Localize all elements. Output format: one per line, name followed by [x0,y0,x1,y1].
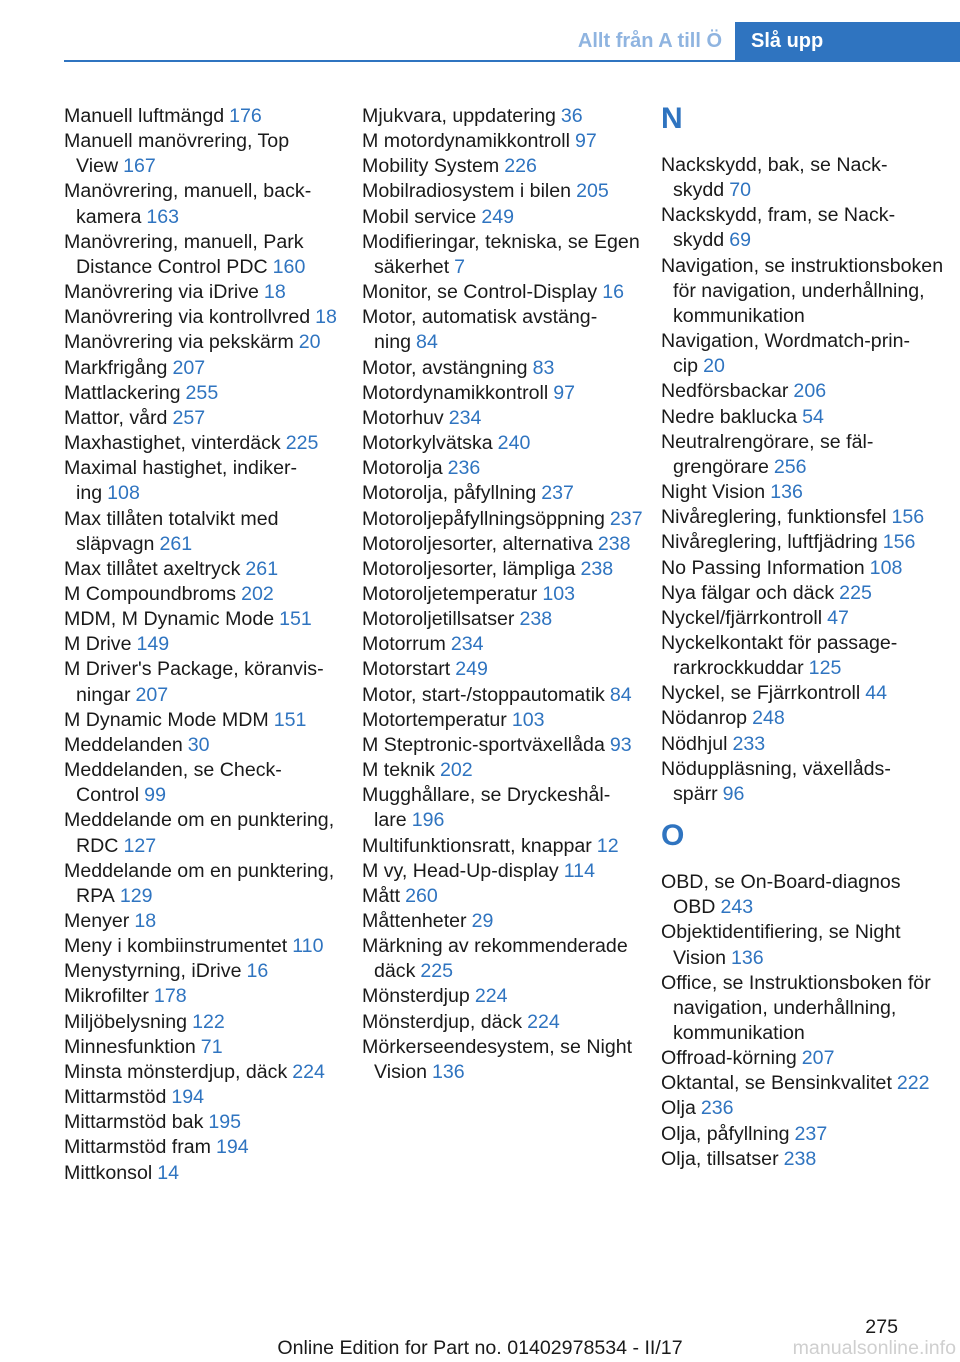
index-column-2 [362,104,644,1085]
page-reference-link[interactable]: 249 [481,205,515,228]
index-entry [64,557,346,582]
entry-term: Manövrering, manuell, Park Distance Control PDC [64,230,304,278]
page-reference-link[interactable]: 20 [298,331,321,354]
index-entry [362,406,644,431]
index-entry [362,481,644,506]
index-entry [661,1046,951,1071]
index-entry [362,356,644,381]
index-entry [362,104,644,129]
entry-term: MDM, M Dynamic Mode [64,608,275,631]
index-entry [362,582,644,607]
entry-term: Motor, start-/stoppautomatik [362,683,605,706]
page-reference-link[interactable]: 176 [229,105,262,127]
entry-term: Mått [362,884,401,907]
entry-term: Olja, tillsatser [661,1147,779,1170]
entry-term: Maxhastighet, vinterdäck [64,432,281,455]
entry-term: Motorolja [362,457,443,480]
entry-term: Nyckel/fjärrkontroll [661,606,823,629]
page-reference-link[interactable]: 18 [263,281,286,304]
entry-term: Motorhuv [362,406,444,429]
index-entry [661,732,951,757]
index-entry [64,104,346,129]
page-reference-link[interactable]: 226 [504,155,537,178]
entry-term: Markfrigång [64,356,168,379]
index-entry [362,934,644,984]
page-reference-link[interactable]: 243 [720,896,754,919]
entry-term: Mittarmstöd fram [64,1136,211,1159]
page-reference-link[interactable]: 207 [801,1047,835,1070]
page-reference-link[interactable]: 136 [432,1060,465,1083]
page-reference-link[interactable]: 151 [273,708,307,731]
page-reference-link[interactable]: 122 [192,1010,225,1033]
entry-term: Mönsterdjup, däck [362,1010,523,1033]
page-reference-link[interactable]: 18 [134,910,157,932]
index-entry [64,129,346,179]
index-entry [64,280,346,305]
entry-term: No Passing Information [661,556,865,579]
page-reference-link[interactable]: 69 [729,229,751,252]
page-reference-link[interactable]: 202 [439,759,473,782]
index-entry [661,203,951,253]
entry-term: Minnesfunktion [64,1035,196,1058]
page-reference-link[interactable]: 54 [802,405,824,428]
entry-term: Mugghållare, se Dryckeshållare [362,784,611,832]
entry-term: Offroad-körning [661,1047,797,1070]
page-reference-link[interactable]: 108 [107,482,140,505]
index-entry [362,834,644,859]
page-reference-link[interactable]: 225 [420,960,454,983]
page-reference-link[interactable]: 257 [172,406,206,429]
page-reference-link[interactable]: 249 [455,658,488,681]
index-entry [64,381,346,406]
entry-term: Mattor, vård [64,406,168,429]
entry-term: Nedförsbackar [661,380,789,403]
entry-term: Menystyrning, iDrive [64,960,242,983]
page-reference-link[interactable]: 96 [722,782,745,805]
index-entry [661,631,951,681]
index-entry [64,959,346,984]
index-entry [362,431,644,456]
page-reference-link[interactable]: 237 [794,1122,828,1145]
entry-term: Minsta mönsterdjup, däck [64,1060,288,1083]
page-reference-link[interactable]: 261 [245,557,279,580]
page-reference-link[interactable]: 125 [808,657,842,680]
index-entry [64,607,346,632]
section-title: Allt från A till Ö [577,30,722,52]
index-entry [64,1161,346,1186]
index-entry [64,230,346,280]
index-entry [64,431,346,456]
page-reference-link[interactable]: 238 [597,532,631,555]
page-reference-link[interactable]: 12 [596,834,619,857]
entry-term: Motor, avstängning [362,356,528,379]
page-reference-link[interactable]: 99 [144,784,166,807]
index-entry [64,859,346,909]
index-entry [661,480,951,505]
entry-term: Meny i kombiinstrumentet [64,935,288,958]
page-reference-link[interactable]: 44 [865,682,888,705]
footer-edition: Online Edition for Part no. 01402978534 - II/17 [277,1337,683,1359]
entry-term: M motordynamikkontroll [362,130,570,153]
index-entry [362,305,644,355]
entry-term: Nackskydd, bak, se Nackskydd [661,154,888,202]
entry-term: Oktantal, se Bensinkvalitet [661,1072,892,1095]
index-entry [362,205,644,230]
entry-term: Nödanrop [661,707,748,730]
entry-term: Manövrering, manuell, backkamera [64,180,312,228]
entry-term: Manuell manövrering, Top View [64,130,290,178]
page-reference-link[interactable]: 234 [448,406,482,429]
index-entry [362,683,644,708]
index-entry [362,708,644,733]
index-entry [661,405,951,430]
entry-term: M Drive [64,633,132,656]
index-entry [362,607,644,632]
entry-term: Olja [661,1097,696,1120]
page-reference-link[interactable]: 194 [215,1136,249,1159]
entry-term: Nivåreglering, funktionsfel [661,506,887,529]
index-entry [661,530,951,555]
index-entry [64,1135,346,1160]
page-reference-link[interactable]: 236 [447,457,481,480]
entry-term: Motorkylvätska [362,432,493,455]
page-reference-link[interactable]: 236 [700,1097,734,1120]
page-reference-link[interactable]: 225 [839,581,872,604]
index-entry [64,330,346,355]
page-reference-link[interactable]: 97 [574,130,597,153]
page-reference-link[interactable]: 84 [609,683,632,706]
page-reference-link[interactable]: 47 [827,606,849,629]
entry-term: M Driver's Package, köranvisningar [64,658,324,706]
index-entry [362,129,644,154]
index-entry [64,632,346,657]
header-rule [64,60,960,62]
index-entry [362,230,644,280]
entry-term: Maximal hastighet, indikering [64,457,298,505]
page-reference-link[interactable]: 224 [292,1060,325,1083]
index-entry [64,1035,346,1060]
entry-term: Night Vision [661,481,766,504]
index-entry [661,1122,951,1147]
page-reference-link[interactable]: 20 [703,355,725,378]
page-reference-link[interactable]: 97 [553,381,576,404]
page-reference-link[interactable]: 149 [136,633,170,656]
index-entry [661,1071,951,1096]
entry-term: Navigation, Wordmatch-princip [661,330,911,378]
index-entry [362,783,644,833]
page-reference-link[interactable]: 224 [527,1010,560,1033]
index-entry [661,1096,951,1121]
entry-term: Miljöbelysning [64,1010,188,1033]
page-reference-link[interactable]: 103 [511,708,545,731]
entry-term: Manövrering via kontrollvred [64,306,311,329]
index-entry [64,356,346,381]
entry-term: Manuell luftmängd [64,105,225,127]
index-entry [661,556,951,581]
index-entry [362,859,644,884]
entry-term: Manövrering via pekskärm [64,331,294,354]
index-entry [64,179,346,229]
page-reference-link[interactable]: 260 [405,884,438,907]
page-reference-link[interactable]: 108 [869,556,903,579]
page-reference-link[interactable]: 206 [793,380,827,403]
page-reference-link[interactable]: 29 [471,910,494,932]
index-column-3 [661,104,951,1172]
page-reference-link[interactable]: 30 [187,733,210,756]
index-entry [362,1035,644,1085]
page-reference-link[interactable]: 110 [292,935,324,958]
entry-term: Mittkonsol [64,1161,153,1184]
entry-term: M Dynamic Mode MDM [64,708,269,731]
page-reference-link[interactable]: 207 [172,356,206,379]
index-entry [362,758,644,783]
index-entry [661,379,951,404]
page-reference-link[interactable]: 83 [532,356,555,379]
index-entry [362,1010,644,1035]
page-reference-link[interactable]: 129 [119,884,153,907]
entry-term: Mittarmstöd bak [64,1111,204,1134]
index-entry [362,280,644,305]
index-entry [661,581,951,606]
index-entry [64,909,346,934]
watermark: manualsonline.info [792,1337,956,1359]
index-entry [661,971,951,1046]
page-reference-link[interactable]: 156 [891,506,925,529]
entry-term: Modifieringar, tekniska, se Egen säkerhet [362,230,640,278]
page-reference-link[interactable]: 93 [609,733,632,756]
index-entry [661,681,951,706]
page-reference-link[interactable]: 237 [609,507,643,530]
index-entry [661,329,951,379]
entry-term: Max tillåten totalvikt med släpvagn [64,507,279,555]
entry-term: Manövrering via iDrive [64,281,259,304]
index-column-1 [64,104,346,1186]
entry-term: Nedre baklucka [661,405,798,428]
index-entry [362,632,644,657]
page-reference-link[interactable]: 136 [731,946,764,969]
page-reference-link[interactable]: 71 [200,1035,223,1058]
index-entry [64,406,346,431]
index-entry [661,757,951,807]
entry-term: Mobilradiosystem i bilen [362,180,572,203]
page-reference-link[interactable]: 7 [454,255,466,278]
entry-term: M Steptronic-sportväxellåda [362,733,605,756]
entry-term: Monitor, se Control-Display [362,281,598,304]
page-reference-link[interactable]: 261 [159,532,193,555]
entry-term: Nyckelkontakt för passagerarkrockkuddar [661,631,898,680]
entry-term: Mobil service [362,205,477,228]
entry-term: Nya fälgar och däck [661,581,835,604]
page-reference-link[interactable]: 194 [171,1086,205,1109]
index-entry [64,305,346,330]
entry-term: Mattlackering [64,381,181,404]
entry-term: M teknik [362,759,435,782]
index-entry [64,1085,346,1110]
page-reference-link[interactable]: 167 [123,155,156,178]
page-reference-link[interactable]: 234 [450,633,484,656]
entry-term: Nödhjul [661,732,728,755]
entry-term: Mönsterdjup [362,985,470,1008]
entry-term: Motoroljetemperatur [362,582,538,605]
index-entry [362,733,644,758]
page-reference-link[interactable]: 84 [416,331,438,354]
index-entry [64,507,346,557]
entry-term: Navigation, se instruktionsboken för navigation, underhållning, kommunikation [661,254,944,327]
index-entry [64,758,346,808]
page-reference-link[interactable]: 156 [882,531,916,554]
index-entry [64,1110,346,1135]
page-reference-link[interactable]: 205 [576,180,609,203]
index-entry [362,657,644,682]
entry-term: Office, se Instruktionsboken för navigation, underhållning, kommunikation [661,971,931,1044]
page-reference-link[interactable]: 163 [146,205,180,228]
entry-term: Meddelande om en punktering, RPA [64,859,335,907]
page-reference-link[interactable]: 225 [285,432,319,455]
page-reference-link[interactable]: 238 [580,557,614,580]
entry-term: Motorolja, påfyllning [362,482,537,505]
page-reference-link[interactable]: 160 [272,255,306,278]
index-entry [64,582,346,607]
entry-term: Neutralrengörare, se fälgrengörare [661,430,874,478]
entry-term: Nyckel, se Fjärrkontroll [661,682,861,705]
page-header [64,22,960,62]
page-reference-link[interactable]: 136 [770,481,803,504]
entry-term: Nackskydd, fram, se Nackskydd [661,204,896,252]
index-entry [64,733,346,758]
index-entry [661,920,951,970]
entry-term: Meddelande om en punktering, RDC [64,809,335,857]
entry-term: Motorrum [362,633,446,656]
entry-term: Mobility System [362,155,500,178]
entry-term: Mikrofilter [64,985,149,1008]
page-reference-link[interactable]: 222 [896,1072,930,1095]
page-reference-link[interactable]: 151 [279,608,312,631]
page-reference-link[interactable]: 237 [541,482,574,505]
page-reference-link[interactable]: 196 [411,809,445,832]
index-entry [661,153,951,203]
index-entry [661,870,951,920]
entry-term: Motoroljepåfyllningsöppning [362,507,605,530]
entry-term: Mittarmstöd [64,1086,167,1109]
index-entry [362,154,644,179]
section-letter: O [661,819,685,853]
index-entry [64,1010,346,1035]
page-reference-link[interactable]: 16 [246,960,269,983]
entry-term: Objektidentifiering, se Night Vision [661,921,901,969]
index-entry [362,884,644,909]
index-entry [64,708,346,733]
entry-term: Motor, automatisk avstängning [362,306,598,354]
index-entry [661,430,951,480]
entry-term: OBD, se On-Board-diagnos OBD [661,871,901,919]
index-entry [362,557,644,582]
entry-term: Olja, påfyllning [661,1122,790,1145]
entry-term: Menyer [64,910,130,932]
index-entry [362,984,644,1009]
entry-term: Motoroljetillsatser [362,608,515,631]
index-entry [362,507,644,532]
index-entry [362,179,644,204]
index-entry [64,808,346,858]
entry-term: Motordynamikkontroll [362,381,549,404]
page-reference-link[interactable]: 224 [474,985,508,1008]
entry-term: Måttenheter [362,910,467,932]
entry-term: M vy, Head-Up-display [362,859,559,882]
entry-term: Motortemperatur [362,708,507,731]
page-reference-link[interactable]: 103 [542,582,576,605]
index-entry [64,934,346,959]
entry-term: Motorstart [362,658,451,681]
entry-term: Nöduppläsning, växellådsspärr [661,757,891,805]
index-entry [661,254,951,329]
entry-term: M Compoundbroms [64,582,237,605]
entry-term: Meddelanden [64,733,183,756]
index-entry [661,1147,951,1172]
page-reference-link[interactable]: 238 [783,1147,817,1170]
index-entry [64,456,346,506]
entry-term: Mörkerseendesystem, se Night Vision [362,1035,633,1083]
index-entry [362,381,644,406]
entry-term: Nivåreglering, luftfjädring [661,531,878,554]
page-reference-link[interactable]: 14 [157,1161,179,1184]
index-entry [64,984,346,1009]
page-reference-link[interactable]: 240 [497,432,531,455]
index-entry [362,909,644,934]
page-reference-link[interactable]: 16 [602,281,625,304]
page-reference-link[interactable]: 248 [752,707,785,730]
page-reference-link[interactable]: 178 [153,985,187,1008]
entry-term: Mjukvara, uppdatering [362,105,556,127]
page-reference-link[interactable]: 233 [732,732,766,755]
page-reference-link[interactable]: 238 [519,608,553,631]
page-reference-link[interactable]: 256 [773,455,807,478]
section-letter: N [661,102,683,135]
page-reference-link[interactable]: 195 [208,1111,242,1134]
entry-term: Meddelanden, se Check-Control [64,759,282,807]
page-reference-link[interactable]: 202 [241,582,274,605]
index-entry [362,532,644,557]
index-entry [64,1060,346,1085]
page-reference-link[interactable]: 36 [560,105,583,127]
entry-term: Motoroljesorter, lämpliga [362,557,576,580]
entry-term: Max tillåtet axeltryck [64,557,241,580]
index-entry [661,606,951,631]
page-reference-link[interactable]: 255 [185,381,219,404]
page-number: 275 [865,1316,898,1338]
index-entry [661,505,951,530]
page-reference-link[interactable]: 207 [135,683,169,706]
index-entry [64,657,346,707]
page-reference-link[interactable]: 18 [315,306,337,329]
entry-term: Multifunktionsratt, knappar [362,834,592,857]
page-reference-link[interactable]: 127 [123,834,157,857]
entry-term: Motoroljesorter, alternativa [362,532,593,555]
index-entry [362,456,644,481]
entry-term: Märkning av rekommenderade däck [362,935,628,983]
page-reference-link[interactable]: 114 [563,859,595,882]
index-entry [661,706,951,731]
page-reference-link[interactable]: 70 [729,179,751,202]
lookup-tab[interactable]: Slå upp [735,22,960,62]
